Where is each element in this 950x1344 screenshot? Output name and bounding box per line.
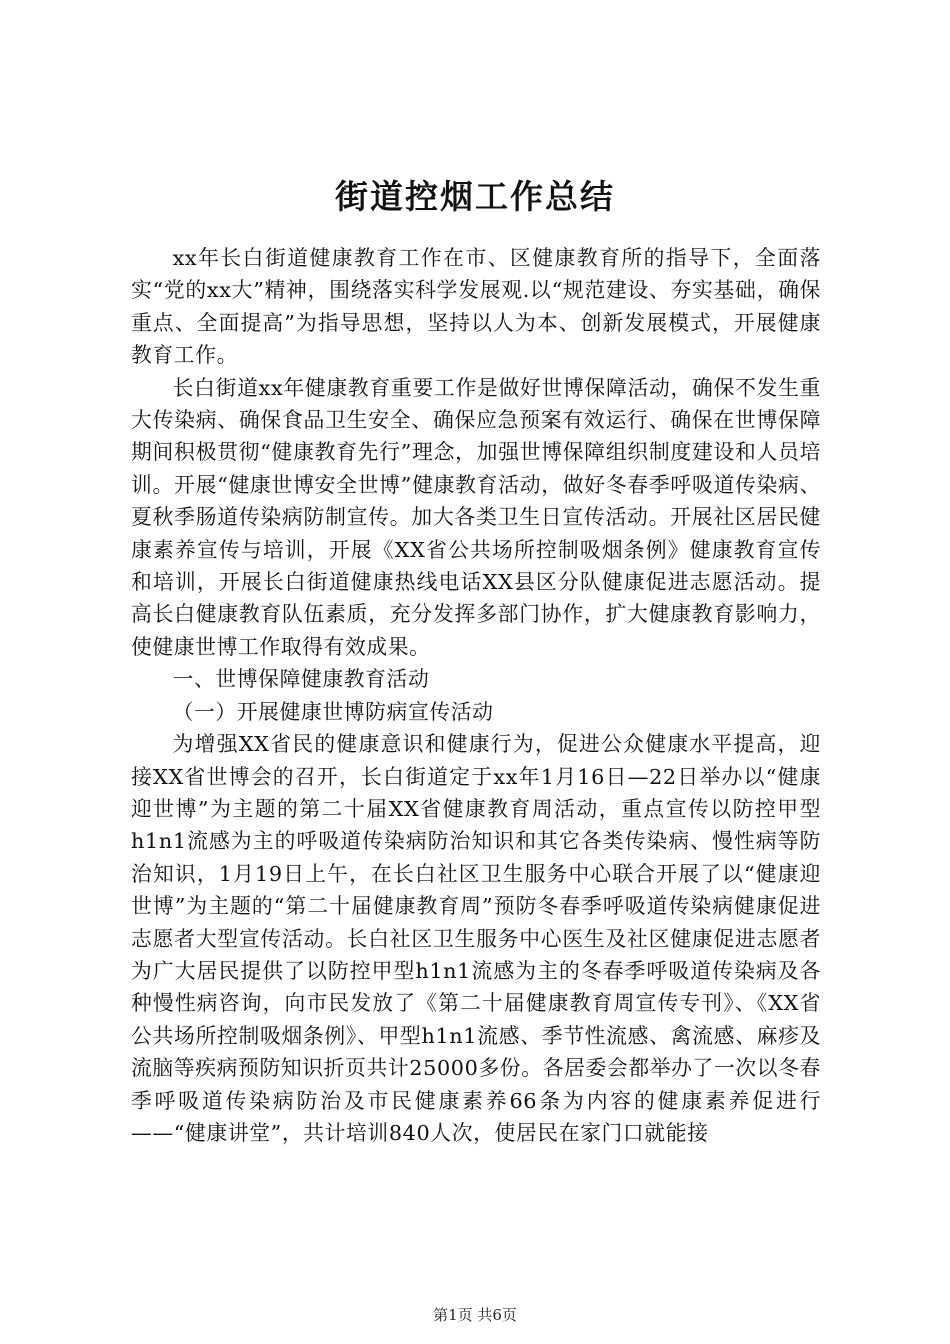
page-footer: 第1页 共6页 bbox=[433, 1306, 517, 1324]
paragraph-key-work: 长白街道xx年健康教育重要工作是做好世博保障活动，确保不发生重大传染病、确保食品卫生安全、确保应急预案有效运行、确保在世博保障期间积极贯彻“健康教育先行”理念，加强世博保障组织制度建设和人员培训。开展“健康世博安全世博”健康教育活动，做好冬春季呼吸道传染病、夏秋季肠道传染病防制宣传。加大各类卫生日宣传活动。开展社区居民健康素养宣传与培训，开展《XX省公共场所控制吸烟条例》健康教育宣传和培训，开展长白街道健康热线电话XX县区分队健康促进志愿活动。提高长白健康教育队伍素质，充分发挥多部门协作，扩大健康教育影响力，使健康世博工作取得有效成果。 bbox=[131, 375, 821, 659]
subsection-heading: （一）开展健康世博防病宣传活动 bbox=[172, 699, 494, 724]
document-title: 街道控烟工作总结 bbox=[335, 177, 615, 216]
document-body bbox=[131, 242, 821, 1149]
paragraph-intro: xx年长白街道健康教育工作在市、区健康教育所的指导下，全面落实“党的xx大”精神，围绕落实科学发展观.以“规范建设、夯实基础，确保重点、全面提高”为指导思想，坚持以人为本、创新发展模式，开展健康教育工作。 bbox=[131, 246, 821, 368]
section-heading: 一、世博保障健康教育活动 bbox=[172, 667, 430, 692]
paragraph-activity: 为增强XX省民的健康意识和健康行为，促进公众健康水平提高，迎接XX省世博会的召开，长白街道定于xx年1月16日—22日举办以“健康迎世博”为主题的第二十届XX省健康教育周活动，重点宣传以防控甲型h1n1流感为主的呼吸道传染病防治知识和其它各类传染病、慢性病等防治知识，1月19日上午，在长白社区卫生服务中心联合开展了以“健康迎世博”为主题的“第二十届健康教育周”预防冬春季呼吸道传染病健康促进志愿者大型宣传活动。长白社区卫生服务中心医生及社区健康促进志愿者为广大居民提供了以防控甲型h1n1流感为主的冬春季呼吸道传染病及各种慢性病咨询，向市民发放了《第二十届健康教育周宣传专刊》、《XX省公共场所控制吸烟条例》、甲型h1n1流感、季节性流感、禽流感、麻疹及流脑等疾病预防知识折页共计25000多份。各居委会都举办了一次以冬春季呼吸道传染病防治及市民健康素养66条为内容的健康素养促进行——“健康讲堂”，共计培训840人次，使居民在家门口就能接 bbox=[131, 732, 821, 1145]
